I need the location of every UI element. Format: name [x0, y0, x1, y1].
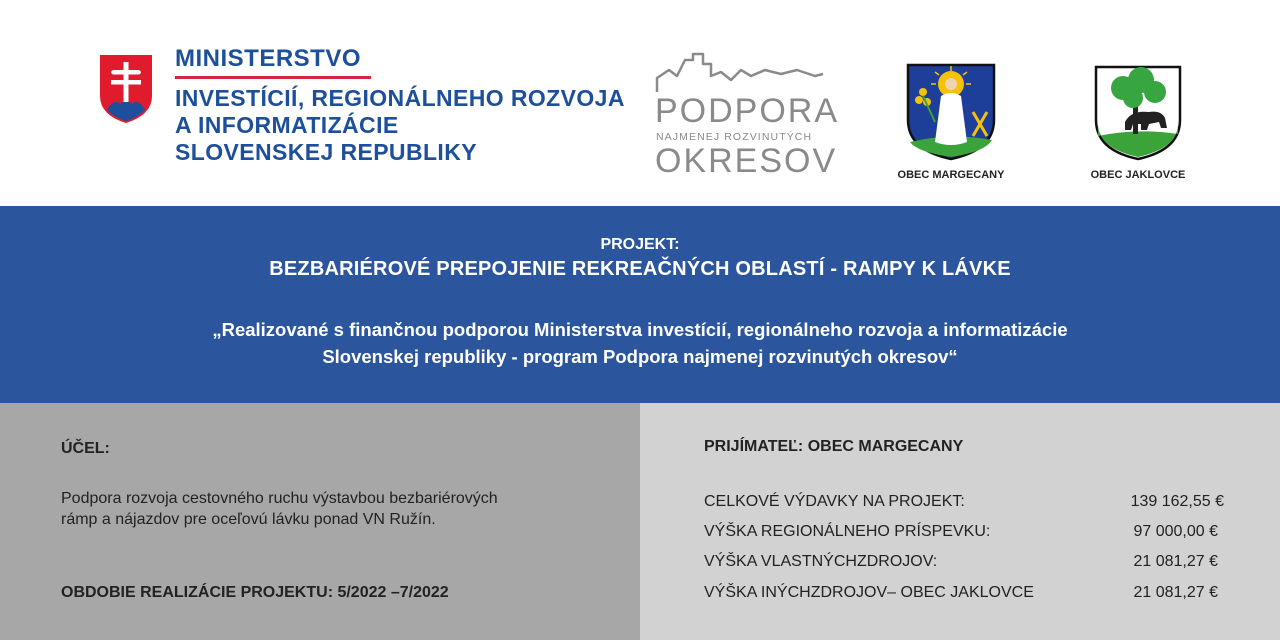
podpora-subline: NAJMENEJ ROZVINUTÝCH [656, 131, 813, 143]
cost-row-own [704, 553, 1224, 577]
ministry-line2: INVESTÍCIÍ, REGIONÁLNEHO ROZVOJA [175, 85, 625, 111]
ministry-wordmark [175, 44, 625, 166]
cost-row-total [704, 493, 1224, 517]
cost-row-other [704, 584, 1224, 608]
ministry-line4: SLOVENSKEJ REPUBLIKY [175, 139, 477, 165]
logo-header [0, 0, 1280, 206]
funding-statement [0, 316, 1280, 370]
cost-label: CELKOVÉ VÝDAVKY NA PROJEKT: [704, 493, 965, 510]
cost-row-regional [704, 523, 1224, 547]
jaklovce-crest-icon [1093, 64, 1183, 162]
project-band [0, 206, 1280, 403]
project-title: BEZBARIÉROVÉ PREPOJENIE REKREAČNÝCH OBLASTÍ - RAMPY K LÁVKE [269, 258, 1011, 280]
purpose-heading: ÚČEL: [61, 440, 110, 457]
finance-panel [640, 403, 1280, 640]
podpora-okresov: OKRESOV [655, 142, 838, 180]
cost-label: VÝŠKA INÝCHZDROJOV– OBEC JAKLOVCE [704, 584, 1034, 601]
purpose-panel [0, 403, 640, 640]
ministry-red-rule [175, 76, 371, 79]
ministry-line3: A INFORMATIZÁCIE [175, 112, 399, 138]
funding-statement-line1: „Realizované s finančnou podporou Ministerstva investícií, regionálneho rozvoja a informatizácie [212, 319, 1068, 340]
slovak-coat-of-arms-icon [95, 50, 157, 128]
cost-label: VÝŠKA REGIONÁLNEHO PRÍSPEVKU: [704, 523, 991, 540]
cost-value: 21 081,27 € [1133, 553, 1218, 570]
margecany-crest-icon [905, 62, 997, 162]
cost-label: VÝŠKA VLASTNÝCHZDROJOV: [704, 553, 938, 570]
skyline-icon [655, 50, 825, 96]
project-label: PROJEKT: [600, 236, 680, 253]
cost-value: 21 081,27 € [1133, 584, 1218, 601]
margecany-caption: OBEC MARGECANY [897, 169, 1005, 181]
ministry-line1: MINISTERSTVO [175, 45, 362, 72]
recipient-heading: PRIJÍMATEĽ: OBEC MARGECANY [704, 438, 964, 455]
jaklovce-caption: OBEC JAKLOVCE [1090, 169, 1186, 181]
cost-value: 139 162,55 € [1130, 493, 1224, 510]
funding-statement-line2: Slovenskej republiky - program Podpora najmenej rozvinutých okresov“ [322, 346, 958, 367]
cost-value: 97 000,00 € [1133, 523, 1218, 540]
purpose-description: Podpora rozvoja cestovného ruchu výstavbou bezbariérových rámp a nájazdov pre oceľovú lávku ponad VN Ružín. [61, 490, 498, 528]
realization-period: OBDOBIE REALIZÁCIE PROJEKTU: 5/2022 –7/2022 [61, 584, 449, 601]
podpora-word: PODPORA [655, 92, 840, 130]
